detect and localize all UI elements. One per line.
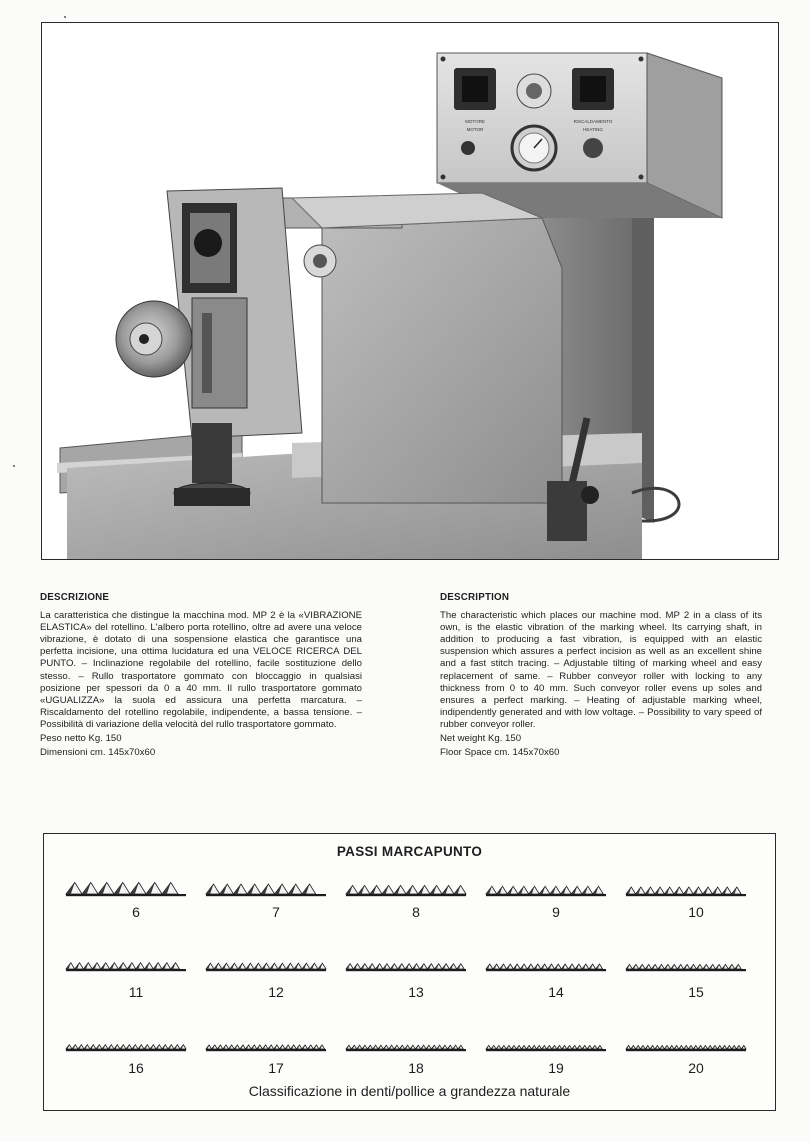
stitch-sample-14 — [486, 964, 606, 971]
stitch-samples-graphic — [44, 834, 775, 1074]
stitch-sample-15 — [626, 964, 746, 971]
stitch-step-label-10: 10 — [688, 904, 704, 920]
stitch-sample-8 — [346, 885, 466, 896]
english-weight: Net weight Kg. 150 — [440, 733, 522, 745]
stitch-sample-10 — [626, 887, 746, 896]
stitch-step-label-8: 8 — [412, 904, 420, 920]
stitch-step-label-6: 6 — [132, 904, 140, 920]
stitch-sample-19 — [486, 1045, 606, 1051]
english-description — [440, 592, 762, 759]
italian-dimensions: Dimensioni cm. 145x70x60 — [40, 747, 156, 759]
panel-label-motore: MOTORE — [465, 119, 485, 124]
stitch-step-label-12: 12 — [268, 984, 284, 1000]
stitch-sample-18 — [346, 1045, 466, 1051]
stitch-step-label-14: 14 — [548, 984, 564, 1000]
italian-description — [40, 592, 362, 759]
stitch-step-label-20: 20 — [688, 1060, 704, 1076]
stitch-step-label-17: 17 — [268, 1060, 284, 1076]
panel-label-motor: MOTOR — [466, 127, 484, 132]
stitch-sample-12 — [206, 963, 326, 971]
steps-title: PASSI MARCAPUNTO — [336, 844, 483, 859]
stitch-sample-9 — [486, 886, 606, 896]
stitch-sample-13 — [346, 964, 466, 972]
english-floor-space: Floor Space cm. 145x70x60 — [440, 747, 560, 759]
stitch-step-label-13: 13 — [408, 984, 424, 1000]
stitch-step-label-11: 11 — [128, 984, 144, 1000]
stitch-step-label-15: 15 — [688, 984, 704, 1000]
scan-speck — [13, 465, 15, 467]
stitch-sample-6 — [66, 883, 186, 897]
stitch-sample-16 — [66, 1045, 186, 1052]
italian-body: La caratteristica che distingue la macchina mod. MP 2 è la «VIBRAZIONE ELASTICA» del rotellino. L'albero porta rotellino, oltre ad avere una veloce vibrazione, è dotato di una sospensione elastica che garantisce una perfetta incisione, una ottima lucidatura ed una VELOCE RICERCA DEL PUNTO. – Inclinazione regolabile del rotellino, facile sostituzione dello stesso. – Rullo trasportatore gommato con bloccaggio in qualsiasi posizione per spessori da 0 a 40 mm. Il rullo trasportatore gommato «UGUALIZZA» la suola ed assicura una perfetta marcatura. – Riscaldamento del rotellino regolabile, indipendente, a bassa tensione. – Possibilità di variazione della velocità del rullo trasportatore gommato. — [40, 610, 362, 730]
stitch-step-label-7: 7 — [272, 904, 280, 920]
stitch-sample-7 — [206, 884, 326, 896]
stitch-steps-box — [43, 833, 776, 1111]
english-heading: DESCRIPTION — [440, 592, 510, 603]
english-body: The characteristic which places our machine mod. MP 2 in a class of its own, is the elastic vibration of the marking wheel. Its carrying shaft, in addition to producing a fast vibration, is equipped with an elastic suspension which assures a perfect incision as well as an excellent shine and a fast stitch tracing. – Adjustable tilting of marking wheel and easy replacement of same. – Rubber conveyor roller with locking to any thickness from 0 to 40 mm. Such conveyor roller evens up soles and ensures a perfect marking. – Heating of adjustable marking wheel, indipendently generated and with low voltage. – Possibility to vary speed of rubber conveyor roller. — [440, 610, 762, 730]
stitch-step-label-16: 16 — [128, 1060, 144, 1076]
italian-heading: DESCRIZIONE — [40, 592, 110, 603]
scan-speck — [64, 16, 66, 18]
stitch-step-label-18: 18 — [408, 1060, 424, 1076]
stitch-sample-17 — [206, 1045, 326, 1051]
stitch-step-label-9: 9 — [552, 904, 560, 920]
panel-label-riscaldamento: RISCALDAMENTO — [573, 119, 613, 124]
machine-photo — [41, 22, 779, 560]
stitch-sample-11 — [66, 963, 186, 972]
stitch-step-label-19: 19 — [548, 1060, 564, 1076]
steps-caption: Classificazione in denti/pollice a grandezza naturale — [248, 1083, 571, 1099]
panel-label-heating: HEATING — [583, 127, 603, 132]
stitch-sample-20 — [626, 1046, 746, 1052]
italian-weight: Peso netto Kg. 150 — [40, 733, 122, 745]
